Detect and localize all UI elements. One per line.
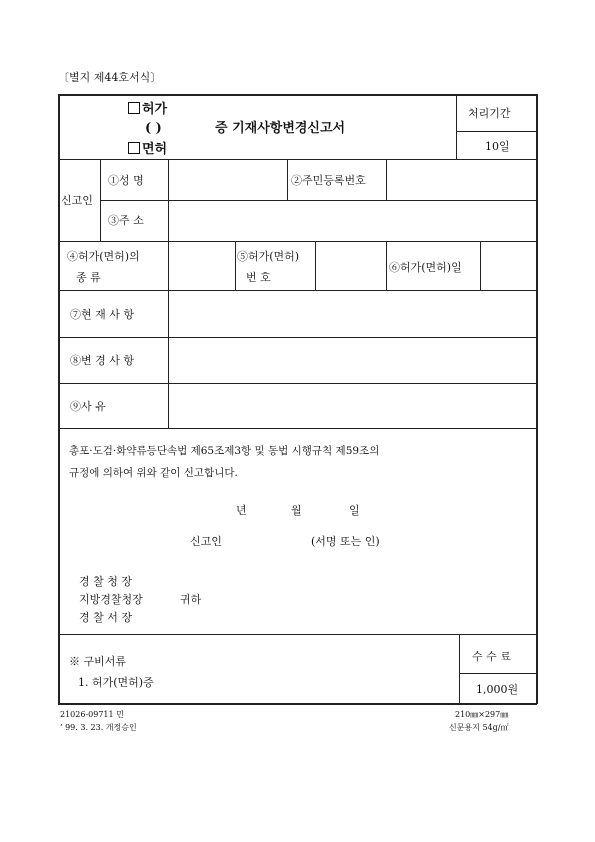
paper-spec: 신문용지 54g/㎡ bbox=[449, 723, 509, 732]
current-items-field[interactable] bbox=[170, 292, 534, 335]
signature-note: (서명 또는 인) bbox=[311, 535, 380, 548]
permit-number-label: ⑤허가(면허) bbox=[237, 250, 300, 263]
processing-period-value: 10일 bbox=[485, 140, 510, 153]
permit-number-field[interactable] bbox=[317, 243, 384, 288]
name-label: ①성 명 bbox=[108, 174, 144, 187]
permit-type-field[interactable] bbox=[170, 243, 233, 288]
recipient-provincial-police: 지방경찰청장 bbox=[79, 593, 143, 606]
permit-number-label-2: 번 호 bbox=[246, 271, 271, 284]
change-items-label: ⑧변 경 사 항 bbox=[70, 354, 134, 367]
permit-type-label-2: 종 류 bbox=[76, 271, 101, 284]
required-docs-label: ※ 구비서류 bbox=[69, 655, 127, 668]
declaration-line-2: 규정에 의하여 위와 같이 신고합니다. bbox=[69, 467, 238, 479]
current-items-label: ⑦현 재 사 항 bbox=[70, 308, 134, 321]
recipient-police-station: 경 찰 서 장 bbox=[79, 611, 132, 624]
type-paren: ( ) bbox=[145, 121, 162, 136]
processing-period-label: 처리기간 bbox=[468, 107, 511, 120]
print-code: 21026-09711 민 bbox=[60, 710, 124, 719]
reason-field[interactable] bbox=[170, 385, 534, 426]
applicant-group-label: 신고인 bbox=[61, 194, 93, 207]
address-label: ③주 소 bbox=[108, 214, 144, 227]
fee-label: 수 수 료 bbox=[472, 650, 511, 663]
recipient-honorific: 귀하 bbox=[180, 593, 202, 606]
fee-value: 1,000원 bbox=[476, 683, 519, 696]
reason-label: ⑨사 유 bbox=[70, 400, 106, 413]
rrn-label: ②주민등록번호 bbox=[291, 174, 366, 187]
change-items-field[interactable] bbox=[170, 339, 534, 381]
date-year-label: 년 bbox=[236, 504, 247, 517]
recipient-police-commissioner: 경 찰 청 장 bbox=[79, 575, 132, 588]
signer-label: 신고인 bbox=[190, 535, 222, 548]
required-docs-item: 1. 허가(면허)증 bbox=[78, 676, 154, 689]
print-approval: ’ 99. 3. 23. 개정승인 bbox=[60, 723, 137, 732]
permit-date-label: ⑥허가(면허)일 bbox=[389, 261, 462, 274]
paper-size: 210㎜×297㎜ bbox=[455, 710, 509, 719]
declaration-line-1: 총포·도검·화약류등단속법 제65조제3항 및 동법 시행규칙 제59조의 bbox=[69, 445, 380, 457]
date-day-label: 일 bbox=[349, 504, 360, 517]
option-license[interactable]: 면허 bbox=[128, 142, 167, 156]
permit-checkbox[interactable] bbox=[128, 102, 140, 114]
permit-type-label: ④허가(면허)의 bbox=[67, 250, 140, 263]
date-month-label: 월 bbox=[291, 504, 302, 517]
form-number: 〔별지 제44호서식〕 bbox=[58, 71, 162, 84]
form-title: 증 기재사항변경신고서 bbox=[215, 121, 346, 136]
license-checkbox[interactable] bbox=[128, 142, 140, 154]
permit-date-field[interactable] bbox=[482, 243, 534, 288]
option-permit[interactable]: 허가 bbox=[128, 102, 167, 116]
